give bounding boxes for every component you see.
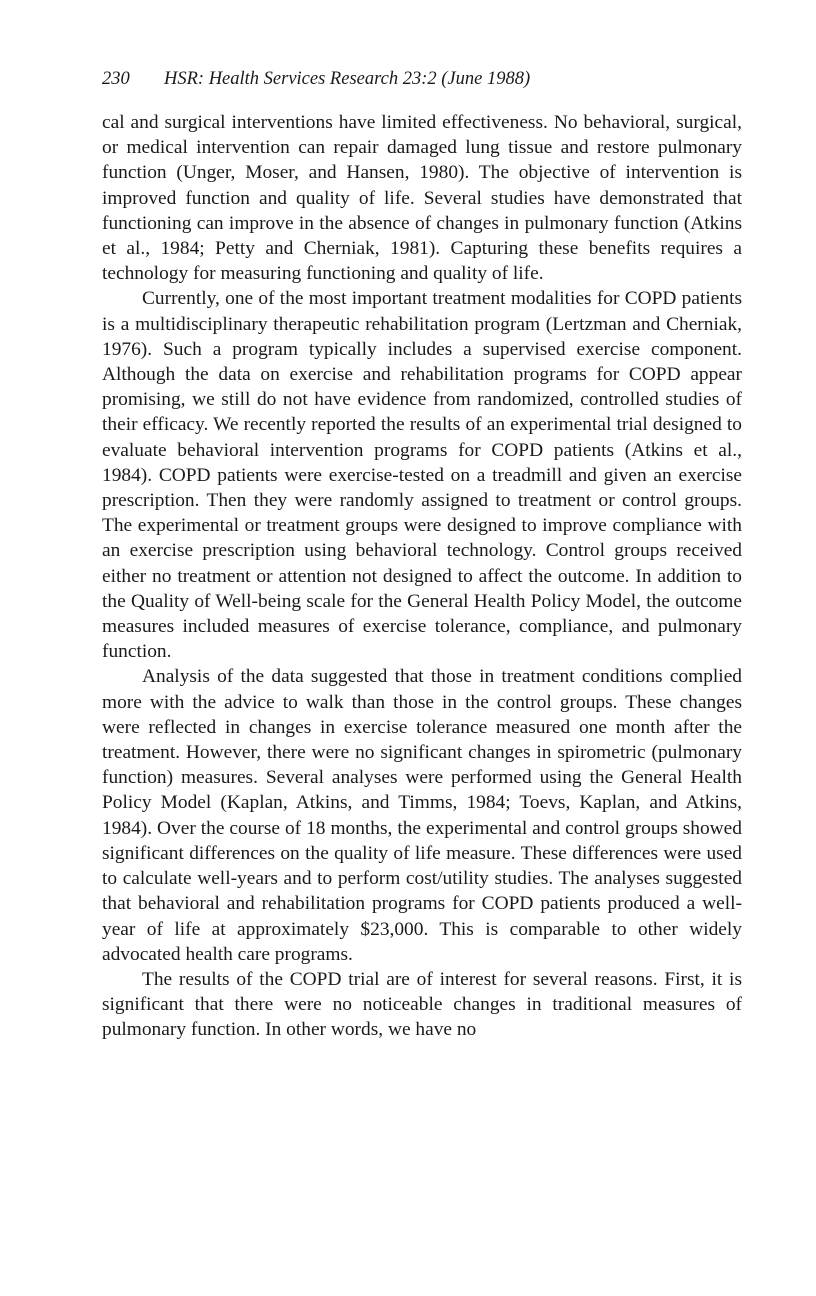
article-body (102, 110, 742, 1043)
journal-page (102, 66, 742, 1043)
journal-citation: HSR: Health Services Research 23:2 (June 1988) (164, 69, 531, 89)
paragraph-data-analysis: Analysis of the data suggested that those in treatment conditions complied more with the advice to walk than those in the control groups. These changes were reflected in changes in exercise tolerance measured one month after the treatment. However, there were no significant changes in spirometric (pulmonary function) measures. Several analyses were performed using the General Health Policy Model (Kaplan, Atkins, and Timms, 1984; Toevs, Kaplan, and Atkins, 1984). Over the course of 18 months, the experimental and control groups showed significant differences on the quality of life measure. These differences were used to calculate well-years and to perform cost/utility studies. The analyses suggested that behavioral and rehabilitation programs for COPD patients produced a well-year of life at approximately $23,000. This is comparable to other widely advocated health care programs. (102, 666, 742, 965)
running-head (102, 66, 742, 110)
paragraph-continuation: cal and surgical interventions have limited effectiveness. No behavioral, surgical, or medical intervention can repair damaged lung tissue and restore pulmonary function (Unger, Moser, and Hansen, 1980). The objective of intervention is improved function and quality of life. Several studies have demonstrated that functioning can improve in the absence of changes in pulmonary function (Atkins et al., 1984; Petty and Cherniak, 1981). Capturing these benefits requires a technology for measuring functioning and quality of life. (102, 112, 742, 285)
page-number: 230 (102, 69, 130, 89)
paragraph-rehabilitation-program: Currently, one of the most important treatment modalities for COPD patients is a multidisciplinary therapeutic rehabilitation program (Lertzman and Cherniak, 1976). Such a program typically includes a supervised exercise component. Although the data on exercise and rehabilitation programs for COPD appear promising, we still do not have evidence from randomized, controlled studies of their efficacy. We recently reported the results of an experimental trial designed to evaluate behavioral intervention programs for COPD patients (Atkins et al., 1984). COPD patients were exercise-tested on a treadmill and given an exercise prescription. Then they were randomly assigned to treatment or control groups. The experimental or treatment groups were designed to improve compliance with an exercise prescription using behavioral technology. Control groups received either no treatment or attention not designed to affect the outcome. In addition to the Quality of Well-being scale for the General Health Policy Model, the outcome measures included measures of exercise tolerance, compliance, and pulmonary function. (102, 288, 742, 663)
paragraph-trial-results: The results of the COPD trial are of interest for several reasons. First, it is significant that there were no noticeable changes in traditional measures of pulmonary function. In other words, we have no (102, 968, 742, 1041)
